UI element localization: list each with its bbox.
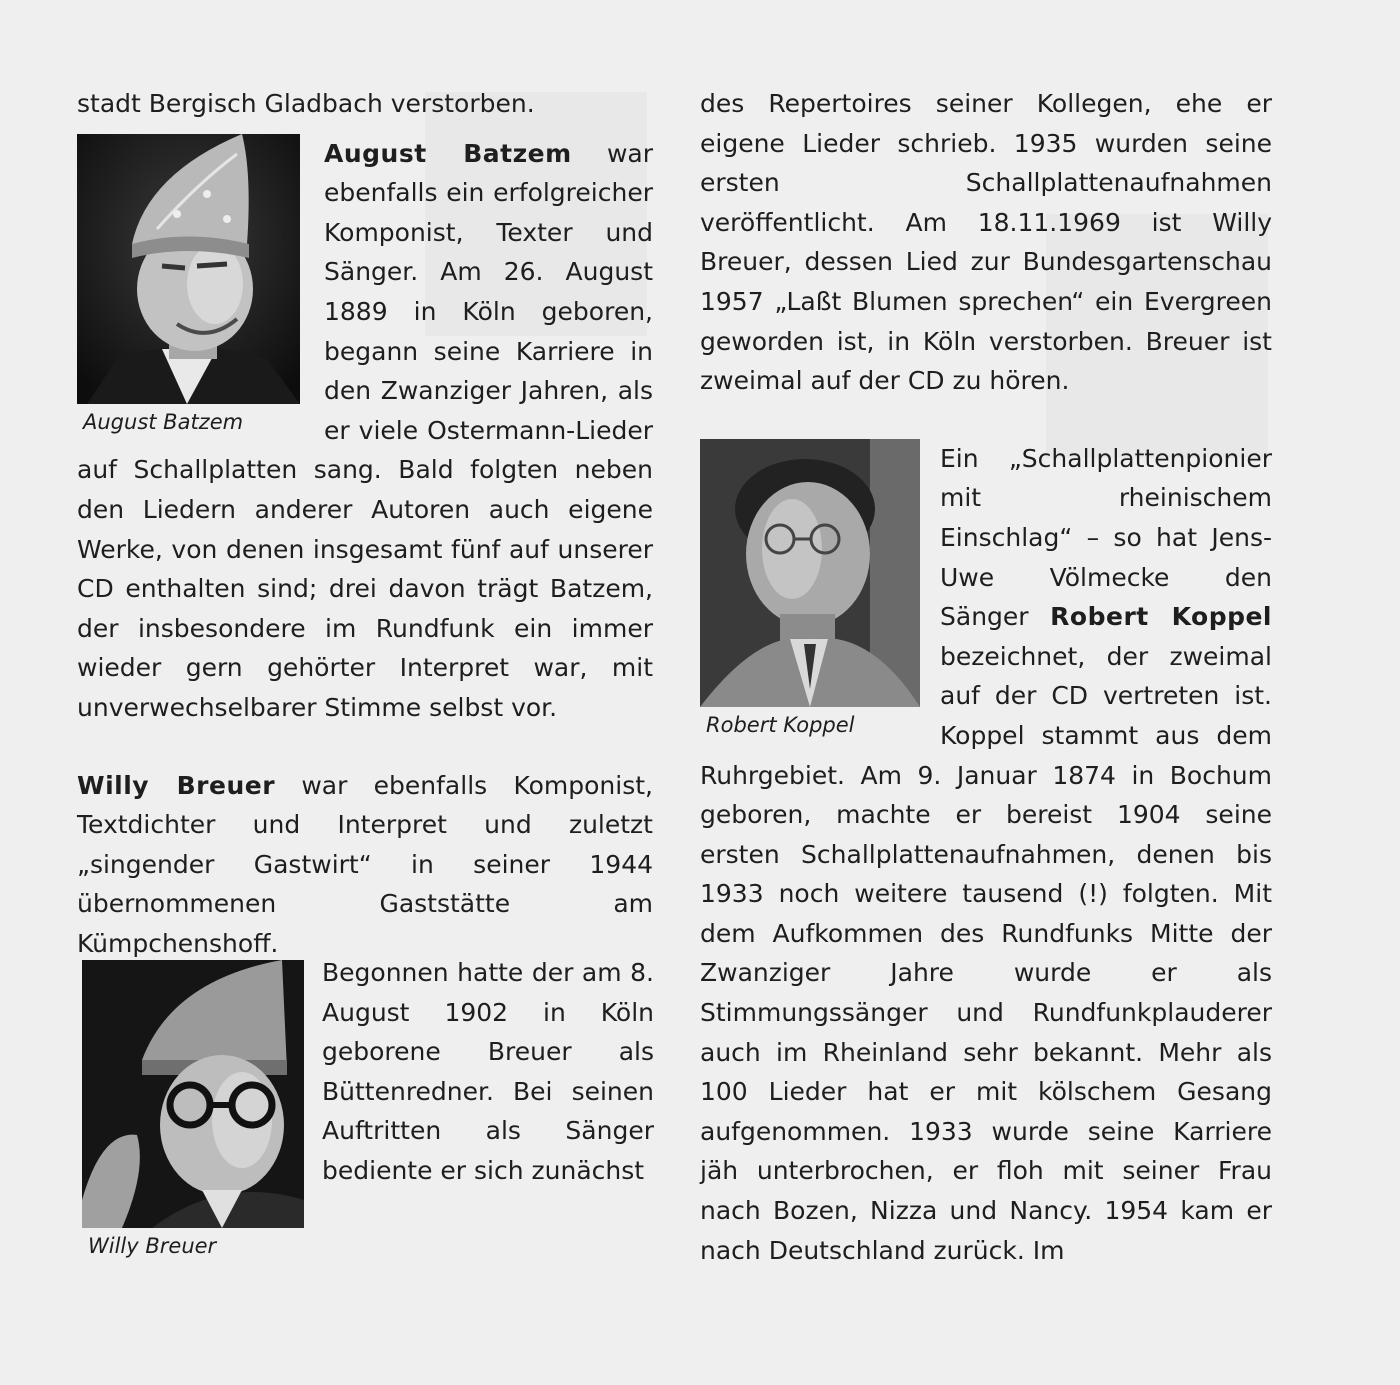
breuer-intro-paragraph xyxy=(77,766,653,964)
breuer-caption: Willy Breuer xyxy=(88,1234,217,1258)
breuer-name: Willy Breuer xyxy=(77,770,276,800)
batzem-figure xyxy=(77,134,300,438)
koppel-text-after: bezeichnet, der zweimal auf der CD vertreten ist. Koppel stammt aus dem Ruhrgebiet. Am 9. Januar 1874 in Bochum geboren, machte er bereist 1904 seine ersten Schallplattenaufnahmen, denen bis 1933 noch weitere tausend (!) folgten. Mit dem Aufkommen des Rundfunks Mitte der Zwanziger Jahre wurde er als Stimmungssänger und Rundfunkplauderer auch im Rheinland sehr bekannt. Mehr als 100 Lieder hat er mit kölschem Gesang aufgenommen. 1933 wurde seine Karriere jäh unterbrochen, er floh mit seiner Frau nach Bozen, Nizza und Nancy. 1954 kam er nach Deutschland zurück. Im xyxy=(700,641,1272,1265)
koppel-figure xyxy=(700,439,920,741)
breuer-figure xyxy=(82,960,304,1262)
left-column xyxy=(77,84,653,963)
breuer-portrait-image xyxy=(82,960,304,1228)
batzem-name: August Batzem xyxy=(324,138,572,168)
batzem-portrait-image xyxy=(77,134,300,404)
koppel-portrait-image xyxy=(700,439,920,707)
koppel-caption: Robert Koppel xyxy=(706,712,855,737)
breuer-continued-paragraph: des Repertoires seiner Kollegen, ehe er eigene Lieder schrieb. 1935 wurden seine ersten Schallplattenaufnahmen veröffentlicht. Am 18.11.1969 ist Willy Breuer, dessen Lied zur Bundesgartenschau 1957 „Laßt Blumen sprechen“ ein Evergreen geworden ist, in Köln verstorben. Breuer ist zweimal auf der CD zu hören. xyxy=(700,89,1272,396)
breuer-paragraph-2: Begonnen hatte der am 8. August 1902 in Köln geborene Breuer als Büttenredner. Bei seinen Auftritten als Sänger bediente er sich zunächst xyxy=(322,958,654,1185)
paragraph-gap xyxy=(77,728,653,766)
batzem-caption: August Batzem xyxy=(83,409,244,434)
batzem-text: war ebenfalls ein erfolgreicher Komponist, Texter und Sänger. Am 26. August 1889 in Köln geboren, begann seine Karriere in den Zwanziger Jahren, als er viele Ostermann-Lieder auf Schallplatten sang. Bald folgten neben den Liedern anderer Autoren auch eigene Werke, von denen insgesamt fünf auf unserer CD enthalten sind; drei davon trägt Batzem, der insbesondere im Rundfunk ein immer wieder gern gehörter Interpret war, mit unverwechselbarer Stimme selbst vor. xyxy=(77,138,653,722)
batzem-photo xyxy=(77,134,300,404)
right-column xyxy=(700,84,1272,1270)
koppel-photo xyxy=(700,439,920,707)
koppel-text-before: Ein „Schallplattenpionier mit rheinischem Einschlag“ – so hat Jens-Uwe Völmecke den Sänger xyxy=(940,443,1272,632)
opening-line: stadt Bergisch Gladbach verstorben. xyxy=(77,89,535,118)
koppel-name: Robert Koppel xyxy=(1050,602,1273,632)
breuer-intro-text: war ebenfalls Komponist, Textdichter und Interpret und zuletzt „singender Gastwirt“ in seiner 1944 übernommenen Gaststätte am Kümpchenshoff. xyxy=(77,770,653,958)
breuer-continued-left xyxy=(322,953,654,1191)
breuer-photo xyxy=(82,960,304,1228)
